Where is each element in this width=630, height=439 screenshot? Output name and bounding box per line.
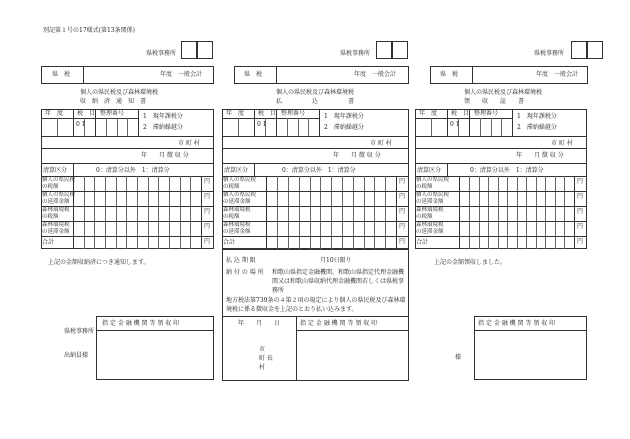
row-label: の延滞金額 — [416, 199, 444, 205]
payment-place-text: 和歌山県指定金融機関、和歌山県指定代理金融機関又は和歌山県収納代理金融機関若しくは県税事務所 — [272, 269, 405, 294]
calc-class-values: 0：清算分以外 1：清算分 — [470, 167, 544, 174]
yen-unit: 円 — [204, 208, 211, 215]
row-label: 森林環境税 — [223, 207, 251, 213]
law-text: 地方税法第739条の４第２項の規定により個人の県民税及び森林環境税に係る徴収金を上記のとおり払い込みます。 — [226, 297, 406, 313]
office-code-box — [571, 41, 587, 59]
fiscal-year: 年度 一般会計 — [536, 71, 579, 78]
row-label: の延滞金額 — [223, 229, 251, 235]
agency-stamp-header: 指 定 金 融 機 関 等 領 収 印 — [300, 320, 378, 327]
row-label: 個人の県民税 — [42, 177, 76, 183]
row-label: 森林環境税 — [42, 207, 70, 213]
option-arrears: 2 滞納繰越分 — [324, 124, 364, 131]
receipt-text: 上記の金額領収しました。 — [434, 259, 507, 266]
option-current-year: 1 現年課税分 — [143, 113, 183, 120]
tax-code: 0 1 — [76, 121, 86, 128]
yen-unit: 円 — [399, 238, 406, 245]
col-year: 年 度 — [419, 110, 438, 117]
addressee: 様 — [455, 354, 462, 361]
tax-code: 0 1 — [257, 121, 267, 128]
document-name: 収 納 済 通 知 書 — [80, 98, 147, 105]
calc-class-values: 0：清算分以外 1：清算分 — [282, 167, 356, 174]
row-label: 森林環境税 — [416, 207, 444, 213]
yen-unit: 円 — [399, 208, 406, 215]
row-label: 個人の県民税 — [223, 177, 257, 183]
yen-unit: 円 — [204, 178, 211, 185]
row-label: の延滞金額 — [42, 229, 70, 235]
col-tax: 税 目 — [258, 110, 277, 117]
form-title: 別記第１号の17様式(第13条関係) — [43, 27, 135, 34]
row-label: の税額 — [416, 184, 433, 190]
row-label: の税額 — [42, 214, 59, 220]
yen-unit: 円 — [577, 238, 584, 245]
deadline-value: 月10日限り — [320, 257, 352, 264]
municipal-head: 村 — [259, 364, 266, 371]
office-sign: 県税事務所 — [64, 328, 95, 335]
row-label: 個人の県民税 — [416, 177, 450, 183]
office-code-box — [181, 41, 197, 59]
row-label: 森林環境税 — [416, 222, 444, 228]
office-code-box — [587, 41, 603, 59]
agency-stamp-header: 指 定 金 融 機 関 等 領 収 印 — [102, 320, 180, 327]
tax-title: 個人の県民税及び森林環境税 — [276, 89, 355, 96]
office-label: 県税事務所 — [534, 50, 565, 57]
office-label: 県税事務所 — [146, 50, 177, 57]
yen-unit: 円 — [399, 193, 406, 200]
municipality: 市 町 村 — [370, 140, 392, 147]
col-ref: 整理番号 — [474, 110, 499, 117]
calc-class-label: 清算区分 — [224, 167, 249, 174]
tax-code: 0 1 — [450, 121, 460, 128]
row-label: 個人の県民税 — [416, 192, 450, 198]
yen-unit: 円 — [204, 238, 211, 245]
office-code-box — [392, 41, 408, 59]
row-label: 個人の県民税 — [42, 192, 76, 198]
row-label: の税額 — [42, 184, 59, 190]
col-ref: 整理番号 — [281, 110, 306, 117]
yen-unit: 円 — [577, 193, 584, 200]
municipality: 市 町 村 — [178, 140, 200, 147]
yen-unit: 円 — [577, 223, 584, 230]
col-tax: 税 目 — [77, 110, 96, 117]
tax-label: 県 税 — [244, 71, 263, 78]
tax-label: 県 税 — [52, 71, 71, 78]
municipality: 市 町 村 — [551, 140, 573, 147]
row-label: の税額 — [223, 184, 240, 190]
yen-unit: 円 — [204, 223, 211, 230]
tax-title: 個人の県民税及び森林環境税 — [80, 89, 159, 96]
row-label: の税額 — [223, 214, 240, 220]
row-label: の延滞金額 — [42, 199, 70, 205]
yen-unit: 円 — [399, 178, 406, 185]
option-arrears: 2 滞納繰越分 — [517, 124, 557, 131]
deadline-label: 払 込 期 限 — [226, 257, 256, 264]
row-label: の税額 — [416, 214, 433, 220]
tax-title: 個人の県民税及び森林環境税 — [464, 89, 543, 96]
date-label: 年 月 日 — [238, 320, 281, 327]
fiscal-year: 年度 一般会計 — [160, 71, 203, 78]
document-name: 払 込 書 — [276, 98, 355, 105]
yen-unit: 円 — [577, 178, 584, 185]
officer: 出納員様 — [64, 352, 89, 359]
office-label: 県税事務所 — [340, 50, 371, 57]
col-tax: 税 目 — [451, 110, 470, 117]
calc-class-label: 清算区分 — [417, 167, 442, 174]
collection-month: 年 月 徴 収 分 — [516, 152, 564, 159]
row-label: の延滞金額 — [223, 199, 251, 205]
row-label: 森林環境税 — [223, 222, 251, 228]
document-name: 領 収 証 書 — [464, 98, 525, 105]
row-label-total: 合計 — [223, 239, 236, 246]
row-label: の延滞金額 — [416, 229, 444, 235]
col-year: 年 度 — [45, 110, 64, 117]
calc-class-values: 0：清算分以外 1：清算分 — [96, 167, 170, 174]
office-code-box — [197, 41, 213, 59]
option-arrears: 2 滞納繰越分 — [143, 124, 183, 131]
collection-month: 年 月 徴 収 分 — [141, 152, 189, 159]
option-current-year: 1 現年課税分 — [324, 113, 364, 120]
col-ref: 整理番号 — [100, 110, 125, 117]
tax-label: 県 税 — [440, 71, 459, 78]
collection-month: 年 月 徴 収 分 — [333, 152, 381, 159]
fiscal-year: 年度 一般会計 — [354, 71, 397, 78]
option-current-year: 1 現年課税分 — [517, 113, 557, 120]
municipal-head: 町 長 — [259, 355, 273, 362]
row-label: 森林環境税 — [42, 222, 70, 228]
agency-stamp-header: 指 定 金 融 機 関 等 領 収 印 — [478, 320, 556, 327]
municipal-head: 市 — [259, 346, 266, 353]
payment-place-label: 納 付 の 場 所 — [226, 269, 264, 276]
yen-unit: 円 — [204, 193, 211, 200]
col-year: 年 度 — [226, 110, 245, 117]
notice-text: 上記の金額収納済につき通知します。 — [48, 259, 150, 266]
calc-class-label: 清算区分 — [43, 167, 68, 174]
row-label: 個人の県民税 — [223, 192, 257, 198]
yen-unit: 円 — [577, 208, 584, 215]
row-label-total: 合計 — [416, 239, 429, 246]
office-code-box — [376, 41, 392, 59]
yen-unit: 円 — [399, 223, 406, 230]
row-label-total: 合計 — [42, 239, 55, 246]
